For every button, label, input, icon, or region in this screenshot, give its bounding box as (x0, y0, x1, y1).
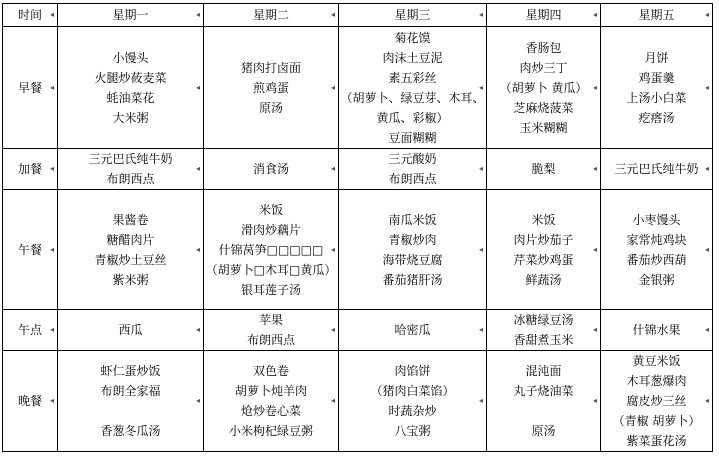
menu-item: 香葱冬瓜汤 (100, 424, 161, 438)
menu-item: 小枣馒头 (632, 212, 681, 227)
menu-cell-friday (601, 190, 713, 310)
menu-item: 小馒头 (112, 50, 149, 65)
menu-item: 时蔬杂炒 (388, 404, 437, 418)
day-header-friday (601, 4, 713, 27)
tab-marker-icon: ◂ (49, 82, 54, 92)
menu-item: 海带烧豆腐 (382, 252, 443, 267)
menu-item: 鸡蛋羹 (638, 70, 675, 85)
menu-cell-thursday (487, 27, 601, 149)
day-label: 星期三 (394, 8, 431, 22)
day-label: 星期五 (638, 8, 675, 22)
tab-marker-icon: ◂ (49, 164, 54, 173)
meal-label-cell (3, 310, 58, 351)
menu-item: 青椒炒肉 (388, 232, 437, 247)
menu-item: （猪肉白菜馅） (370, 384, 455, 398)
tab-marker-icon: ◂ (195, 244, 200, 254)
menu-cell-tuesday (204, 190, 339, 310)
menu-item: 南瓜米饭 (388, 212, 437, 227)
tab-marker-icon: ◂ (330, 82, 335, 92)
menu-item: 虾仁蛋炒饭 (100, 364, 161, 378)
menu-item: 米饭 (258, 202, 283, 217)
meal-label-cell (3, 351, 58, 452)
tab-marker-icon: ◂ (478, 396, 483, 405)
menu-item: 肉馅饼 (394, 364, 431, 378)
menu-item: 肉炒三丁 (519, 60, 568, 75)
tab-marker-icon: ◂ (195, 164, 200, 173)
tab-marker-icon: ◂ (49, 10, 54, 19)
weekly-menu-table (2, 3, 713, 452)
tab-marker-icon: ◂ (704, 164, 709, 173)
menu-cell-thursday (487, 149, 601, 190)
menu-cell-monday (58, 351, 204, 452)
tab-marker-icon: ◂ (478, 82, 483, 92)
menu-item: 蚝油菜花 (106, 90, 155, 105)
menu-cell-wednesday (339, 149, 487, 190)
menu-item: 滑肉炒藕片 (240, 222, 301, 237)
tab-marker-icon: ◂ (49, 244, 54, 254)
menu-item: 丸子烧油菜 (513, 384, 574, 398)
menu-item: 什锦水果 (632, 323, 681, 337)
menu-item (487, 401, 600, 421)
menu-cell-wednesday (339, 27, 487, 149)
meal-row (3, 27, 713, 149)
menu-item: 紫菜蛋花汤 (626, 434, 687, 448)
menu-cell-monday (58, 27, 204, 149)
menu-cell-tuesday (204, 351, 339, 452)
menu-item: （胡萝卜、绿豆芽、木耳、 (340, 90, 485, 105)
tab-marker-icon: ◂ (478, 10, 483, 19)
menu-item: 原汤 (258, 100, 283, 115)
menu-cell-wednesday (339, 351, 487, 452)
meal-label: 加餐 (17, 162, 42, 176)
tab-marker-icon: ◂ (592, 396, 597, 405)
menu-item: 布朗全家福 (100, 384, 161, 398)
menu-item: 紫米粥 (112, 272, 149, 287)
menu-item: 糖醋肉片 (106, 232, 155, 247)
menu-cell-monday (58, 310, 204, 351)
day-header-wednesday (339, 4, 487, 27)
menu-item: 黄瓜、彩椒） (376, 110, 449, 125)
menu-item: 银耳莲子汤 (240, 282, 301, 297)
tab-marker-icon: ◂ (592, 325, 597, 334)
tab-marker-icon: ◂ (704, 325, 709, 334)
menu-item: 月饼 (644, 50, 669, 65)
menu-cell-tuesday (204, 310, 339, 351)
tab-marker-icon: ◂ (704, 244, 709, 254)
menu-item: 菊花馍 (394, 30, 431, 45)
meal-label-cell (3, 190, 58, 310)
menu-item: 三元巴氏纯牛奶 (88, 152, 173, 166)
tab-marker-icon: ◂ (330, 244, 335, 254)
tab-marker-icon: ◂ (478, 244, 483, 254)
menu-item: 果酱卷 (112, 212, 149, 227)
meal-row (3, 351, 713, 452)
tab-marker-icon: ◂ (195, 82, 200, 92)
menu-item: 冰糖绿豆汤 (513, 313, 574, 327)
tab-marker-icon: ◂ (478, 325, 483, 334)
menu-cell-friday (601, 149, 713, 190)
menu-item: 米饭 (531, 212, 556, 227)
meal-label: 晚餐 (17, 394, 42, 408)
menu-item: 番茄炒西葫 (626, 252, 687, 267)
menu-item: 上汤小白菜 (626, 90, 687, 105)
time-header (3, 4, 58, 27)
menu-cell-thursday (487, 310, 601, 351)
tab-marker-icon: ◂ (704, 10, 709, 19)
menu-item: 黄豆米饭 (632, 354, 681, 368)
menu-item: 布朗西点 (246, 333, 295, 347)
menu-item: 苹果 (258, 313, 283, 327)
menu-item: 木耳葱爆肉 (626, 374, 687, 388)
menu-item: （胡萝卜□木耳□黄瓜） (205, 262, 337, 277)
menu-item: 玉米糊糊 (519, 120, 568, 135)
day-label: 星期四 (525, 8, 562, 22)
menu-item: 番茄猪肝汤 (382, 272, 443, 287)
day-header-thursday (487, 4, 601, 27)
menu-item: 肉片炒茄子 (513, 232, 574, 247)
meal-label: 午餐 (17, 242, 42, 257)
menu-item: 腐皮炒三丝 (626, 394, 687, 408)
menu-item: 三元酸奶 (388, 152, 437, 166)
menu-cell-thursday (487, 190, 601, 310)
menu-item: 疙瘩汤 (638, 110, 675, 125)
menu-item: 金银粥 (638, 272, 675, 287)
menu-item: （青椒 胡萝卜） (612, 414, 701, 428)
time-header-label: 时间 (17, 8, 42, 22)
menu-item: 胡萝卜炖羊肉 (234, 384, 307, 398)
meal-row (3, 190, 713, 310)
menu-cell-wednesday (339, 310, 487, 351)
menu-item: 煎鸡蛋 (252, 80, 289, 95)
meal-row (3, 310, 713, 351)
menu-cell-thursday (487, 351, 601, 452)
tab-marker-icon: ◂ (330, 396, 335, 405)
tab-marker-icon: ◂ (704, 82, 709, 92)
tab-marker-icon: ◂ (195, 10, 200, 19)
meal-label: 早餐 (17, 80, 42, 95)
menu-cell-friday (601, 27, 713, 149)
menu-cell-tuesday (204, 149, 339, 190)
tab-marker-icon: ◂ (592, 164, 597, 173)
meal-label-cell (3, 27, 58, 149)
tab-marker-icon: ◂ (592, 10, 597, 19)
menu-item: 双色卷 (252, 364, 289, 378)
tab-marker-icon: ◂ (592, 82, 597, 92)
menu-item: 素五彩丝 (388, 70, 437, 85)
tab-marker-icon: ◂ (330, 10, 335, 19)
menu-body (3, 27, 713, 452)
menu-item: 三元巴氏纯牛奶 (614, 162, 699, 176)
tab-marker-icon: ◂ (478, 164, 483, 173)
menu-cell-monday (58, 190, 204, 310)
menu-item: 肉沫土豆泥 (382, 50, 443, 65)
menu-cell-wednesday (339, 190, 487, 310)
menu-cell-monday (58, 149, 204, 190)
day-label: 星期二 (252, 8, 289, 22)
menu-item (58, 401, 203, 421)
menu-item: 香甜煮玉米 (513, 333, 574, 347)
tab-marker-icon: ◂ (195, 325, 200, 334)
header-row (3, 4, 713, 27)
day-label: 星期一 (112, 8, 149, 22)
menu-item: 火腿炒莜麦菜 (94, 70, 167, 85)
meal-label: 午点 (17, 323, 42, 337)
tab-marker-icon: ◂ (704, 396, 709, 405)
menu-item: 青椒炒土豆丝 (94, 252, 167, 267)
menu-item: 西瓜 (118, 323, 143, 337)
menu-item: 香肠包 (525, 40, 562, 55)
meal-row (3, 149, 713, 190)
tab-marker-icon: ◂ (195, 396, 200, 405)
menu-item: 混沌面 (525, 364, 562, 378)
menu-item: 消食汤 (252, 162, 289, 176)
menu-cell-tuesday (204, 27, 339, 149)
tab-marker-icon: ◂ (49, 325, 54, 334)
tab-marker-icon: ◂ (330, 325, 335, 334)
menu-item: 鲜蔬汤 (525, 272, 562, 287)
menu-item: 家常炖鸡块 (626, 232, 687, 247)
menu-item: 猪肉打卤面 (240, 60, 301, 75)
menu-item: 大米粥 (112, 110, 149, 125)
menu-item: 芝麻烧菠菜 (513, 100, 574, 115)
menu-item: 八宝粥 (394, 424, 431, 438)
menu-item: 脆梨 (531, 162, 556, 176)
menu-item: 什锦莴笋□□□□□ (218, 242, 324, 257)
menu-item: 布朗西点 (388, 172, 437, 186)
meal-label-cell (3, 149, 58, 190)
menu-item: 布朗西点 (106, 172, 155, 186)
day-header-monday (58, 4, 204, 27)
menu-item: （胡萝卜 黄瓜） (499, 80, 588, 95)
tab-marker-icon: ◂ (592, 244, 597, 254)
menu-item: 哈密瓜 (394, 323, 431, 337)
tab-marker-icon: ◂ (49, 396, 54, 405)
menu-item: 小米枸杞绿豆粥 (228, 424, 313, 438)
menu-item: 原汤 (531, 424, 556, 438)
tab-marker-icon: ◂ (330, 164, 335, 173)
menu-item: 芹菜炒鸡蛋 (513, 252, 574, 267)
menu-item: 豆面糊糊 (388, 130, 437, 145)
menu-item: 炝炒卷心菜 (240, 404, 301, 418)
day-header-tuesday (204, 4, 339, 27)
menu-cell-friday (601, 310, 713, 351)
menu-cell-friday (601, 351, 713, 452)
